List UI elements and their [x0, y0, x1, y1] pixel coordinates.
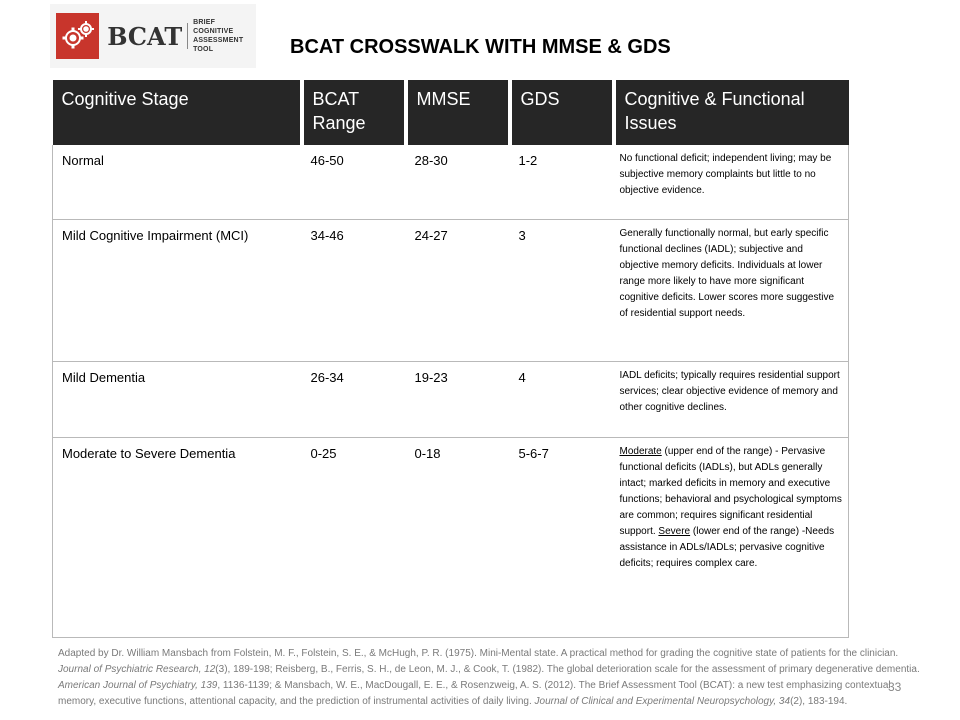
- moderate-text: (upper end of the range) - Pervasive functional deficits (IADLs), but ADLs generally intact; marked deficits in memory and executive functions; behavioral and psychological symptoms are common; requires significant residential support.: [619, 445, 842, 537]
- table-row: [53, 145, 849, 219]
- footnote-journal: American Journal of Psychiatry, 139: [58, 680, 218, 691]
- table-row: [53, 437, 849, 637]
- table-header-row: [53, 80, 849, 145]
- cell-issues: IADL deficits; typically requires residential support services; clear objective evidence of memory and other cognitive declines.: [614, 361, 849, 437]
- cell-issues: [614, 437, 849, 637]
- table-row: [53, 361, 849, 437]
- footnote-part: Adapted by Dr. William Mansbach from Folstein, M. F., Folstein, S. E., & McHugh, P. R. (1975). Mini-Mental state. A practical method for grading the cognitive state of patients for the clinician.: [58, 648, 899, 659]
- cell-stage: Mild Cognitive Impairment (MCI): [53, 219, 302, 361]
- cell-gds: 1-2: [510, 145, 614, 219]
- cell-bcat: 26-34: [302, 361, 406, 437]
- footnote-journal: Journal of Psychiatric Research, 12: [58, 664, 216, 675]
- cell-mmse: 19-23: [406, 361, 510, 437]
- cell-issues: Generally functionally normal, but early specific functional declines (IADL); subjective and objective memory deficits. Individuals at lower range more likely to have more significant cognitive deficits. Lower scores more suggestive of residential support needs.: [614, 219, 849, 361]
- table-row: [53, 219, 849, 361]
- citation-footnote: [58, 646, 920, 710]
- logo-divider: [187, 23, 188, 49]
- header-mmse: MMSE: [406, 80, 510, 145]
- logo-text: [107, 18, 256, 54]
- cell-stage: Normal: [53, 145, 302, 219]
- footnote-part: (3), 189-198; Reisberg, B., Ferris, S. H., de Leon, M. J., & Cook, T. (1982). The global deterioration scale for the assessment of primary degenerative dementia.: [215, 664, 920, 675]
- cell-gds: 5-6-7: [510, 437, 614, 637]
- footnote-part: (2), 183-194.: [790, 696, 848, 707]
- bcat-logo: [50, 4, 256, 68]
- logo-word: BCAT: [107, 21, 183, 51]
- footnote-journal: Journal of Clinical and Experimental Neuropsychology, 34: [534, 696, 791, 707]
- severe-label: Severe: [658, 525, 691, 537]
- slide-number: 33: [888, 680, 902, 694]
- cell-mmse: 24-27: [406, 219, 510, 361]
- cell-bcat: 0-25: [302, 437, 406, 637]
- cell-issues: No functional deficit; independent living; may be subjective memory complaints but little to no objective evidence.: [614, 145, 849, 219]
- header-cognitive-stage: Cognitive Stage: [53, 80, 302, 145]
- cell-gds: 3: [510, 219, 614, 361]
- cell-stage: Mild Dementia: [53, 361, 302, 437]
- cell-mmse: 28-30: [406, 145, 510, 219]
- logo-subtitle-line1: BRIEF COGNITIVE: [193, 19, 234, 35]
- cell-gds: 4: [510, 361, 614, 437]
- page-title: BCAT CROSSWALK WITH MMSE & GDS: [290, 36, 671, 58]
- header-issues: Cognitive & Functional Issues: [614, 80, 849, 145]
- footnote-part: , 1136-1139; & Mansbach, W. E., MacDougall, E. E., & Rosenzweig, A. S. (2012). The Brief Assessment Tool (BCAT): a new test emphasizing contextual memory, executive functions, attentional capacity, and the prediction of instrumental activities of daily living.: [58, 680, 891, 707]
- severe-text: (lower end of the range) -Needs assistance in ADLs/IADLs; pervasive cognitive deficits; requires complex care.: [619, 525, 835, 569]
- logo-subtitle: [193, 18, 256, 54]
- cell-bcat: 34-46: [302, 219, 406, 361]
- cell-mmse: 0-18: [406, 437, 510, 637]
- crosswalk-table: [52, 80, 849, 638]
- cell-stage: Moderate to Severe Dementia: [53, 437, 302, 637]
- gears-icon: [56, 13, 99, 59]
- header-bcat-range: BCAT Range: [302, 80, 406, 145]
- header-gds: GDS: [510, 80, 614, 145]
- moderate-label: Moderate: [619, 445, 662, 457]
- logo-subtitle-line2: ASSESSMENT TOOL: [193, 37, 244, 53]
- cell-bcat: 46-50: [302, 145, 406, 219]
